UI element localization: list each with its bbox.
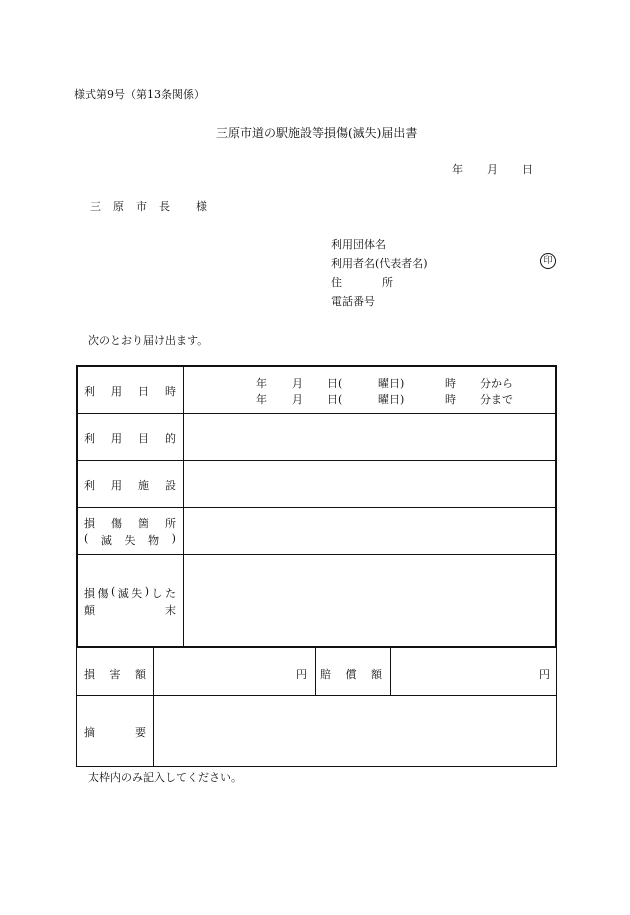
- from-minute: 分から: [480, 377, 513, 390]
- from-weekday: 曜日): [378, 377, 405, 390]
- damage-amount-field[interactable]: [155, 650, 313, 694]
- to-day: 日(: [327, 393, 343, 406]
- usage-datetime-label: 利 用 日 時: [84, 385, 176, 398]
- facility-field[interactable]: [185, 462, 554, 506]
- row-divider: [78, 507, 555, 508]
- from-year: 年: [256, 377, 267, 390]
- addressee-char: 三: [90, 200, 101, 213]
- frame-right: [555, 365, 557, 648]
- compensation-label: 賠 償 額: [320, 668, 382, 681]
- from-day: 日(: [327, 377, 343, 390]
- to-year: 年: [256, 393, 267, 406]
- damage-amount-label: 損 害 額: [84, 668, 146, 681]
- facility-label: 利 用 施 設: [84, 479, 176, 492]
- row-divider: [76, 695, 557, 696]
- document-title: 三原市道の駅施設等損傷(滅失)届出書: [216, 126, 418, 140]
- row-divider: [78, 554, 555, 555]
- label-divider: [153, 648, 154, 766]
- form-number: 様式第9号（第13条関係）: [74, 88, 205, 101]
- compensation-field[interactable]: [392, 650, 554, 694]
- circumstances-field[interactable]: [185, 556, 554, 645]
- applicant-org-label: 利用団体名: [331, 238, 386, 251]
- addressee-honorific: 様: [196, 200, 207, 213]
- addressee-char: 長: [159, 200, 170, 213]
- row-divider: [78, 413, 555, 414]
- amount-divider: [315, 648, 316, 695]
- to-weekday: 曜日): [378, 393, 405, 406]
- lower-right: [556, 648, 557, 767]
- frame-bottom: [76, 646, 557, 648]
- purpose-label: 利 用 目 的: [84, 432, 176, 445]
- date-month: 月: [487, 163, 498, 176]
- compensation-unit: 円: [539, 668, 550, 681]
- circumstances-label: 損 傷 ( 滅 失 ) し た: [84, 585, 176, 600]
- applicant-phone-label: 電話番号: [331, 295, 375, 308]
- purpose-field[interactable]: [185, 415, 554, 459]
- lower-left: [76, 648, 77, 767]
- footer-note: 太枠内のみ記入してください。: [88, 771, 242, 784]
- applicant-rep-label: 利用者名(代表者名): [331, 257, 428, 270]
- from-hour: 時: [445, 377, 456, 390]
- amount-divider: [390, 648, 391, 695]
- circumstances-label-line2: 顛 末: [84, 604, 176, 617]
- addressee-char: 市: [136, 200, 147, 213]
- damaged-part-field[interactable]: [185, 509, 554, 553]
- intro-text: 次のとおり届け出ます。: [88, 334, 209, 347]
- damaged-part-sublabel: ( 滅 失 物 ): [84, 532, 176, 547]
- from-month: 月: [292, 377, 303, 390]
- seal-icon: 印: [540, 253, 556, 269]
- date-day: 日: [522, 163, 533, 176]
- date-year: 年: [452, 163, 463, 176]
- remarks-label: 摘 要: [84, 726, 146, 739]
- lower-bottom: [76, 766, 557, 767]
- damage-amount-unit: 円: [296, 668, 307, 681]
- frame-top: [76, 365, 557, 367]
- remarks-field[interactable]: [155, 697, 555, 765]
- addressee-char: 原: [113, 200, 124, 213]
- to-hour: 時: [445, 393, 456, 406]
- damaged-part-label: 損 傷 箇 所: [84, 517, 176, 530]
- row-divider: [78, 460, 555, 461]
- to-minute: 分まで: [480, 393, 513, 406]
- to-month: 月: [292, 393, 303, 406]
- applicant-address-label: 住 所: [331, 276, 393, 289]
